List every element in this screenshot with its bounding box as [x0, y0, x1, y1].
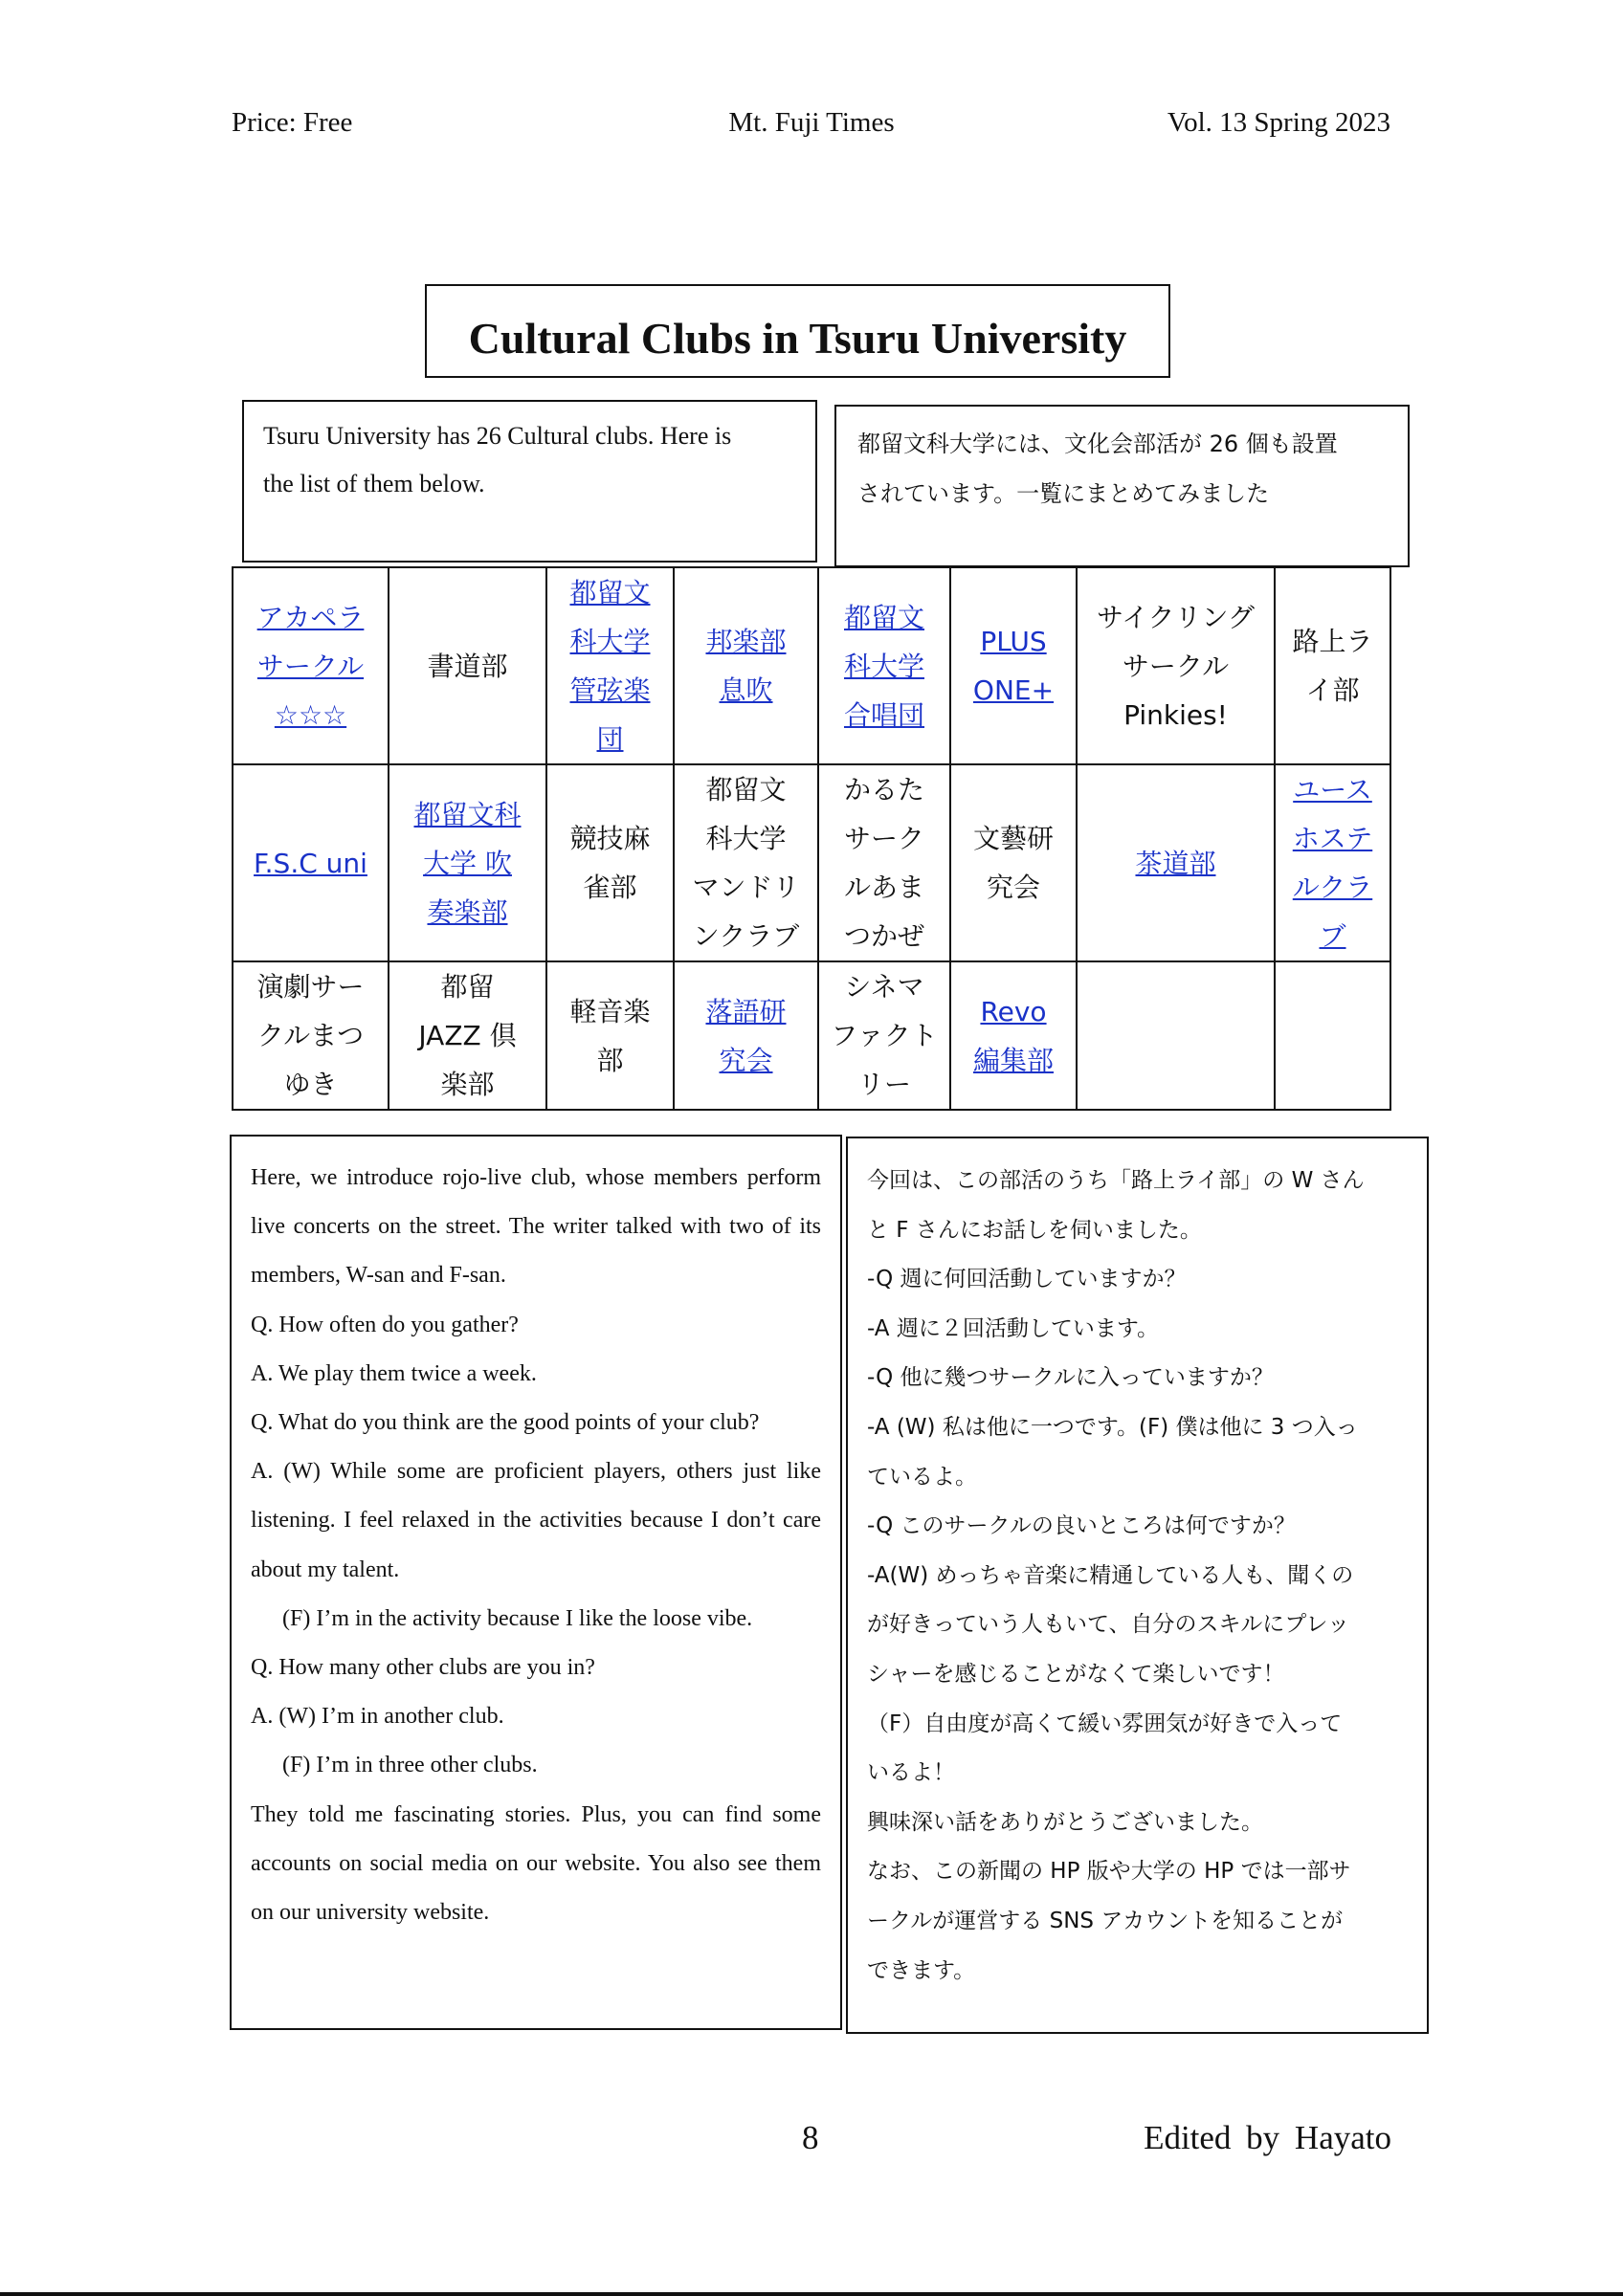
club-link[interactable]: ユース ホステ ルクラ ブ	[1275, 764, 1390, 961]
club-link[interactable]: 都留文 科大学 管弦楽 団	[546, 567, 674, 764]
article-english-paragraph: (F) I’m in three other clubs.	[282, 1753, 538, 1778]
article-english-paragraph: Q. What do you think are the good points of your club?	[251, 1410, 760, 1436]
club-cell-empty	[1077, 961, 1275, 1110]
article-japanese-line: が好きっていう人もいて、自分のスキルにプレッ	[867, 1612, 1350, 1638]
club-link[interactable]: 都留文科 大学 吹 奏楽部	[389, 764, 546, 961]
article-japanese-line: なお、この新聞の HP 版や大学の HP では一部サ	[867, 1859, 1351, 1885]
article-japanese-line: できます。	[867, 1957, 976, 1983]
club-link[interactable]: F.S.C uni	[233, 764, 389, 961]
article-english-paragraph: A. We play them twice a week.	[251, 1360, 537, 1386]
club-name: かるた サーク ルあま つかぜ	[818, 764, 950, 961]
club-name: シネマ ファクト リー	[818, 961, 950, 1110]
article-japanese-line: -A (W) 私は他に一つです。(F) 僕は他に 3 つ入っ	[867, 1414, 1358, 1440]
article-english-paragraph: (F) I’m in the activity because I like the loose vibe.	[282, 1605, 753, 1631]
article-english-paragraph: Here, we introduce rojo-live club, whose members perform live concerts on the street. The writer talked with two of its members, W-san and F-san.	[251, 1165, 821, 1289]
page-number: 8	[802, 2119, 819, 2156]
club-name: 路上ラ イ部	[1275, 567, 1390, 764]
club-cell-empty	[1275, 961, 1390, 1110]
intro-english-box	[242, 400, 817, 563]
newspaper-name: Mt. Fuji Times	[728, 107, 895, 138]
article-japanese-line: ークルが運営する SNS アカウントを知ることが	[867, 1908, 1344, 1933]
article-english-paragraph: Q. How often do you gather?	[251, 1312, 519, 1337]
price-label: Price: Free	[232, 107, 353, 138]
article-japanese-line: と F さんにお話しを伺いました。	[867, 1217, 1202, 1243]
club-name: 書道部	[389, 567, 546, 764]
clubs-table	[232, 566, 1391, 1111]
club-link[interactable]: 邦楽部 息吹	[674, 567, 818, 764]
bottom-rule	[0, 2292, 1623, 2296]
club-link[interactable]: 落語研 究会	[674, 961, 818, 1110]
intro-japanese-box	[834, 405, 1410, 567]
club-link[interactable]: アカペラ サークル ☆☆☆	[233, 567, 389, 764]
intro-english-text: Tsuru University has 26 Cultural clubs. Here is the list of them below.	[263, 422, 732, 497]
article-english-paragraph: A. (W) I’m in another club.	[251, 1704, 504, 1730]
article-japanese-line: 今回は、この部活のうち「路上ライ部」の W さん	[867, 1168, 1365, 1193]
article-japanese-line: 興味深い話をありがとうございました。	[867, 1809, 1263, 1835]
article-japanese-line: -Q 週に何回活動していますか？	[867, 1267, 1187, 1292]
article-japanese	[846, 1137, 1429, 2034]
editor-credit: Edited by Hayato	[1144, 2119, 1391, 2156]
club-link[interactable]: Revo 編集部	[950, 961, 1077, 1110]
article-japanese-line: （F）自由度が高くて緩い雰囲気が好きで入って	[867, 1711, 1343, 1736]
club-link[interactable]: 茶道部	[1077, 764, 1275, 961]
club-link[interactable]: PLUS ONE+	[950, 567, 1077, 764]
intro-japanese-text: 都留文科大学には、文化会部活が 26 個も設置 されています。一覧にまとめてみました	[857, 430, 1338, 507]
clubs-row	[233, 764, 1390, 961]
club-name: 都留 JAZZ 倶 楽部	[389, 961, 546, 1110]
article-japanese-line: ているよ。	[867, 1464, 977, 1490]
article-english-paragraph: They told me fascinating stories. Plus, you can find some accounts on social media on our website. You also see them on our university website.	[251, 1801, 821, 1926]
article-title-box	[425, 284, 1170, 378]
article-title: Cultural Clubs in Tsuru University	[468, 313, 1127, 363]
article-japanese-line: -A(W) めっちゃ音楽に精通している人も、聞くの	[867, 1562, 1354, 1588]
club-name: サイクリング サークル Pinkies!	[1077, 567, 1275, 764]
article-english-paragraph: Q. How many other clubs are you in?	[251, 1655, 595, 1681]
clubs-row	[233, 961, 1390, 1110]
club-link[interactable]: 都留文 科大学 合唱団	[818, 567, 950, 764]
article-english-paragraph: A. (W) While some are proficient players, others just like listening. I feel relaxed in the activities because I don’t care about my talent.	[251, 1459, 821, 1582]
volume-label: Vol. 13 Spring 2023	[1167, 107, 1390, 138]
club-name: 演劇サー クルまつ ゆき	[233, 961, 389, 1110]
club-name: 文藝研 究会	[950, 764, 1077, 961]
article-japanese-line: -Q 他に幾つサークルに入っていますか？	[867, 1365, 1274, 1391]
article-english	[230, 1135, 842, 2030]
article-japanese-line: いるよ！	[867, 1760, 955, 1786]
article-japanese-line: -Q このサークルの良いところは何ですか？	[867, 1513, 1296, 1539]
clubs-row	[233, 567, 1390, 764]
article-japanese-line: -A 週に２回活動しています。	[867, 1315, 1159, 1341]
club-name: 都留文 科大学 マンドリ ンクラブ	[674, 764, 818, 961]
article-japanese-line: シャーを感じることがなくて楽しいです！	[867, 1661, 1285, 1687]
club-name: 競技麻 雀部	[546, 764, 674, 961]
club-name: 軽音楽 部	[546, 961, 674, 1110]
